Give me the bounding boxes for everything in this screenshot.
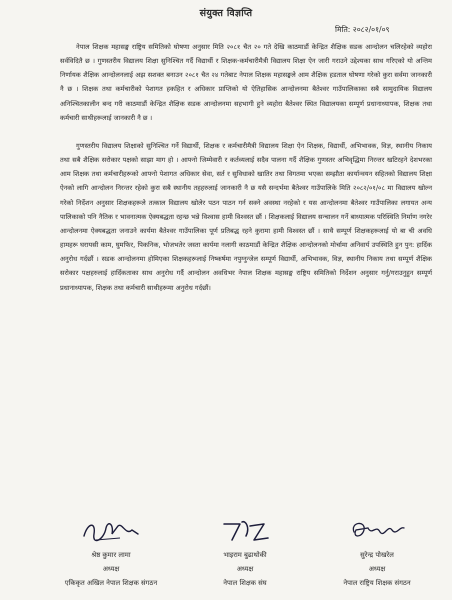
- notice-body: [60, 40, 432, 295]
- signatory-3: [322, 516, 432, 590]
- notice-title: संयुक्त विज्ञप्ति: [199, 8, 253, 19]
- signatory-1-org: एकिकृत अखिल नेपाल शिक्षक संगठन: [64, 579, 158, 587]
- handwritten-signature-2: [210, 516, 280, 546]
- signatory-1: [56, 516, 166, 590]
- paragraph-2: गुणस्तरीय विद्यालय शिक्षाको सुनिश्चित गर्ने विद्यार्थी, शिक्षक र कर्मचारीमैत्री विद्यालय शिक्षा ऐन शिक्षक, विद्यार्थी, अभिभावक, विज्ञ, स्थानीय निकाय तथा सबै शैक्षिक सरोकार पक्षको साझा माग हो । आफ्नो जिम्मेवारी र कर्तव्यलाई सदैव पालना गर्दै शैक्षिक गुणस्तर अभिवृद्धिमा निरन्तर खटिरहने देशभरका आम शिक्षक तथा कर्मचारीहरूको आफ्नो पेशागत अधिकार सेवा, सर्त र सुविधाको खातिर तथा विगतमा भएका सम्झौता कार्यान्वयन सहितको विद्यालय शिक्षा ऐनको लागि आन्दोलन निरन्तर रहेको कुरा सबै स्थानीय तहहरुलाई जानकारी नै छ यसै सन्दर्भमा बैतेश्वर गाउँपालिके मिति २०८२/०१/०८ मा विद्यालय खोल्न गरेको निर्देशन अनुसार शिक्षकहरूले तत्काल विद्यालय खोलेर पठन पाठन गर्न सक्ने अवस्था नरहेको र यस आन्दोलनमा बैतेश्वर गाउँपालिका लगायत अन्य पालिकाको पनि नैतिक र भावनात्मक ऐक्यबद्धता रहन्छ भन्ने विश्वास हामी विश्वस्त छौं । शिक्षकलाई विद्यालय सन्चालन गर्ने बाध्यात्मक परिस्थिति निर्माण नगरेर आन्दोलनमा ऐक्यबद्धता जनाउने कार्यमा बैतेश्वर गाउँपालिका पूर्ण प्रतिबद्ध रहने कुरामा हामी विश्वस्त छौं । साथै सम्पूर्ण शिक्षकहरूलाई यो बा ची अवधि हामहरू घरायसी काम, घुमफिर, पिकनिक, भोजभतेर जस्ता कार्यमा नलागी काठमाडौं केन्द्रित शैक्षिक आन्दोलनको मोर्चामा अनिवार्य उपस्थिति हुन पुन: हार्दिक अनुरोध गर्दछौं । सडक आन्दोलनमा होमिएका शिक्षकहरूलाई निष्कर्षमा नपुग्नुन्जेल सम्पूर्ण विद्यार्थी, अभिभावक, विज्ञ, स्थानीय निकाय तथा सम्पूर्ण शैक्षिक सरोकार पक्षहरुलाई हार्दिकताका साथ अनुरोध गर्दै आन्दोलन अवधिभर नेपाल शिक्षक महासङ्घ राष्ट्रिय समितिको निर्देशन अनुसार गर्नु/गराउनुहुन सम्पूर्ण प्रधानाध्यापक, शिक्षक तथा कर्मचारी साथीहरूमा अनुरोध गर्दछौं।: [60, 141, 432, 292]
- signatory-3-org: नेपाल राष्ट्रिय शिक्षक संगठन: [343, 579, 411, 587]
- handwritten-signature-1: [76, 516, 146, 546]
- signatory-3-name: सुरेन्द्र पोखरेल: [360, 551, 394, 559]
- signatory-2-role: अध्यक्ष: [236, 565, 254, 573]
- handwritten-signature-3: [342, 516, 412, 546]
- signatory-3-role: अध्यक्ष: [368, 565, 386, 573]
- signatory-2-name: भाइराम बुढाथोकी: [223, 551, 267, 559]
- paragraph-1: नेपाल शिक्षक महासङ्घ राष्ट्रिय समितिको घोषणा अनुसार मिति २०८१ चैत २० गते देखि काठमाडौं केन्द्रित शैक्षिक सडक आन्दोलन चलिरहेको व्यहोरा सर्वविदितै छ । गुणस्तरीय विद्यालय शिक्षा सुनिश्चित गर्दै विद्यार्थी र शिक्षक-कर्मचारीमैत्री विद्यालय शिक्षा ऐन जारी गराउने उद्देश्यका साथ गरिएको यो अन्तिम निर्णायक शैक्षिक आन्दोलनलाई अझ सशक्त बनाउन २०८१ चैत २४ गतेबाट नेपाल शिक्षक महासङ्घले आम शैक्षिक हडताल घोषणा गरेको कुरा सर्वमा जानकारी नै छ । शिक्षक तथा कर्मचारीको पेशागत हकहित र अधिकार प्राप्तिको यो ऐतिहासिक आन्दोलनमा बैतेश्वर गाउँपालिकाका सबै सामुदायिक विद्यालय अनिश्चितकालीन बन्द गरी काठमाडौं केन्द्रित शैक्षिक सडक आन्दोलनमा सहभागी हुने व्यहोरा बैतेश्वर स्थित विद्यालयका सम्पूर्ण प्रधानाध्यापक, शिक्षक तथा कर्मचारी साथीहरूलाई जानकारी नै छ ।: [60, 43, 432, 122]
- signatory-1-role: अध्यक्ष: [102, 565, 120, 573]
- signature-block: [0, 512, 452, 600]
- signatory-2-org: नेपाल शिक्षक संघ: [223, 579, 267, 587]
- signatory-1-name: श्रेष्ठ कुमार लामा: [91, 551, 131, 559]
- signatory-2: [190, 516, 300, 590]
- notice-date: मिति: २०८२/०१/०९: [335, 25, 390, 34]
